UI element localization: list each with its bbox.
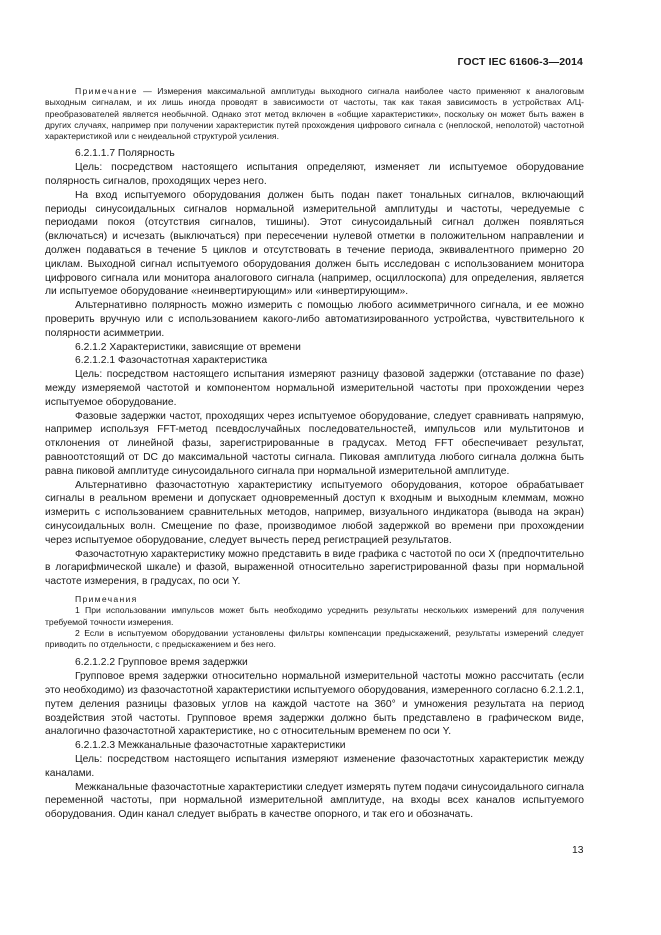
paragraph: Цель: посредством настоящего испытания измеряют изменение фазочастотных характеристик между каналами.: [45, 754, 584, 779]
page-content: [45, 86, 584, 822]
paragraph: Цель: посредством настоящего испытания измеряют разницу фазовой задержки (отставание по фазе) между измеряемой частотой и компонентом нормальной измерительной частоты при прохождении через испытуемое оборудование.: [45, 369, 584, 408]
paragraph: На вход испытуемого оборудования должен быть подан пакет тональных сигналов, включающий периоды синусоидальных сигналов нормальной измерительной амплитуды и частоты, чередуемые с периодами покоя (отсутствия сигналов, тишины). Этот синусоидальный сигнал должен появляться (включаться) и исчезать (выключаться) при пересечении нулевой отметки в положительном направлении и должен подаваться в течение 5 циклов и отсутствовать в течение периода, эквивалентного примерно 20 циклам. Выходной сигнал испытуемого оборудования должен быть исследован с использованием монитора цифрового сигнала или монитора аналогового сигнала (например, осциллоскопа) для определения, является ли испытуемое оборудование «неинвертирующим» или «инвертирующим».: [45, 189, 584, 298]
section-title-6212: 6.2.1.2 Характеристики, зависящие от времени: [75, 341, 301, 353]
section-title-62122: 6.2.1.2.2 Групповое время задержки: [75, 657, 248, 669]
note-item: 2 Если в испытуемом оборудовании установлены фильтры компенсации предыскажений, результаты измерений следует приводить по отдельности, с предыскажением и без него.: [45, 627, 584, 650]
paragraph: Фазовые задержки частот, проходящих через испытуемое оборудование, следует сравнивать напрямую, например используя FFT-метод псевдослучайных последовательностей, импульсов или мультитонов и отклонения от линейной фазы, зарегистрированные в градусах. Метод FFT обеспечивает результат, равноотстоящий от DC до максимальной частоты сигнала. Пиковая амплитуда любого сигнала должна быть равна пиковой амплитуде синусоидального сигнала при нормальной измерительной амплитуде.: [45, 410, 584, 477]
note-label: Примечание: [75, 86, 138, 96]
paragraph: Альтернативно полярность можно измерить с помощью любого асимметричного сигнала, и ее можно проверить вручную или с использованием какого-либо автоматизированного устройства, чувствительного к полярности асимметрии.: [45, 300, 584, 339]
section-title-62123: 6.2.1.2.3 Межканальные фазочастотные характеристики: [75, 740, 346, 752]
paragraph: Цель: посредством настоящего испытания определяют, изменяет ли испытуемое оборудование полярность сигналов, проходящих через него.: [45, 162, 584, 188]
paragraph: Групповое время задержки относительно нормальной измерительной частоты можно рассчитать (если это необходимо) из фазочастотной характеристики испытуемого оборудования, измеренного согласно 6.2.1.2.1, путем деления разницы фазовых углов на каждой частоте на 360° и умножения результата на период воздействия этой частоты. Групповое время задержки должно быть представлено в графическом виде, аналогично фазочастотной характеристике, но с относительным временем по оси Y.: [45, 671, 584, 738]
note-item: 1 При использовании импульсов может быть необходимо усреднить результаты нескольких измерений для получения требуемой точности измерения.: [45, 605, 584, 627]
paragraph: Межканальные фазочастотные характеристики следует измерять путем подачи синусоидального сигнала переменной частоты, при нормальной измерительной амплитуде, на входы всех каналов испытуемого оборудования. Один канал следует выбрать в качестве опорного, и так его и обозначать.: [45, 781, 584, 821]
notes-title: Примечания: [75, 593, 138, 604]
paragraph: Альтернативно фазочастотную характеристику испытуемого оборудования, которое обрабатывает сигналы в реальном времени и допускает одновременный доступ к входным и выходным клеммам, можно измерить с использованием сравнительных методов, например, визуального индикатора (вывода на экран) синусоидальных волн. Смещение по фазе, производимое любой задержкой во времени при прохождении через испытуемое оборудование, следует вычесть перед регистрацией результатов.: [45, 479, 584, 546]
note-intro: [45, 86, 584, 142]
page-number: 13: [572, 845, 584, 856]
paragraph: Фазочастотную характеристику можно представить в виде графика с частотой по оси X (предпочтительно в логарифмической шкале) и фазой, выраженной относительно зарегистрированной фазы при нормальной частоте измерения, в градусах, по оси Y.: [45, 548, 584, 588]
section-title-61117: 6.2.1.1.7 Полярность: [75, 148, 175, 160]
standard-header: ГОСТ IEC 61606-3—2014: [457, 56, 583, 68]
note-text: — Измерения максимальной амплитуды выходного сигнала наиболее часто применяют к аналоговым выходным сигналам, и их лишь иногда проводят в зависимости от частоты, так как такая зависимость в устройствах А/Ц-преобразователей является необычной. Однако этот метод включен в «общие характеристики», поскольку он может быть важен в других случаях, например при получении характеристик путей прохождения цифрового сигнала с (неплоской, неполотой) частотной характеристикой или с неидеальной структурой усиления.: [45, 86, 584, 142]
section-title-62121: 6.2.1.2.1 Фазочастотная характеристика: [75, 355, 268, 367]
